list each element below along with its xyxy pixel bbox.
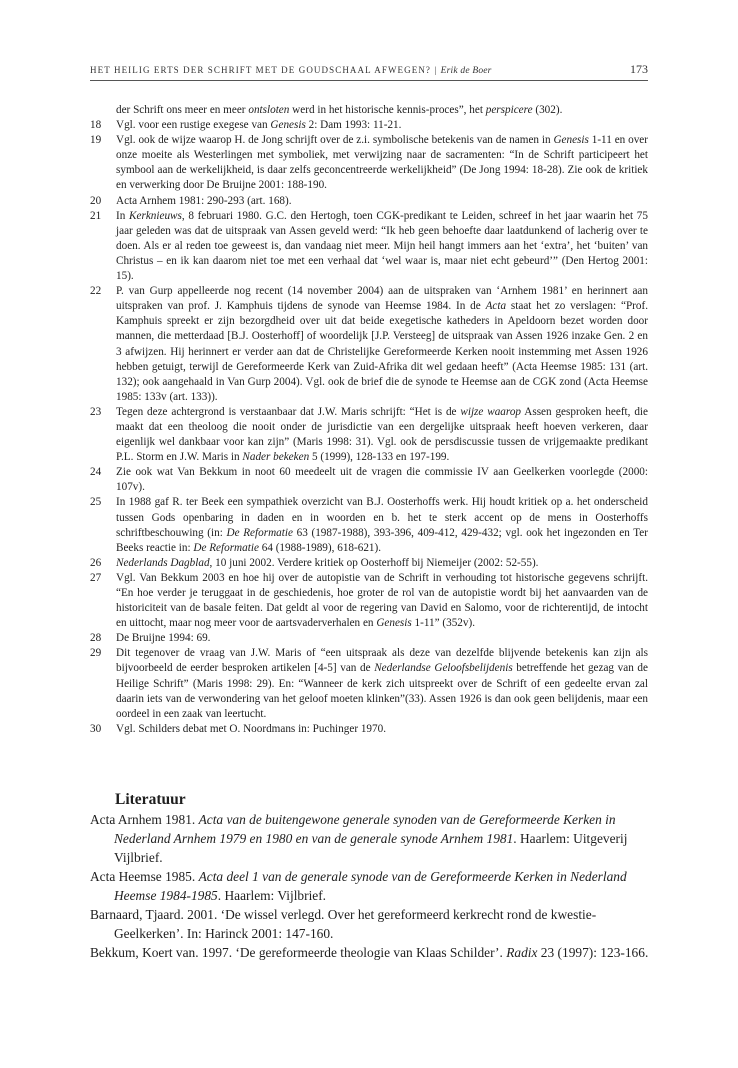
- header-author: Erik de Boer: [440, 66, 492, 76]
- footnote: [90, 722, 648, 737]
- footnote-number: 26: [90, 556, 102, 569]
- running-title: HET HEILIG ERTS DER SCHRIFT MET DE GOUDSCHAAL AFWEGEN?: [90, 65, 432, 75]
- footnote-number: 22: [90, 285, 102, 298]
- footnotes: [90, 103, 648, 737]
- footnote-text: P. van Gurp appelleerde nog recent (14 november 2004) aan de uitspraken van ‘Arnhem 1981’ en herinnert aan uitspraken van prof. J. Kamphuis tijdens de synode van Heemse 1984. In de Acta staat het zo verslagen: “Prof. Kamphuis spreekt er zijn bezorgdheid over uit dat beide exegetische katheders in Apeldoorn bezet worden door mannen, die metterdaad [B.J. Oosterhoff] of woordelijk [J.P. Versteeg] de uitspraak van Assen 1926 inzake Gen. 2 en 3 afwijzen. Hij herinnert er verder aan dat de Christelijke Gereformeerde Kerken nooit instemming met Assen 1926 hebben getuigt, terwijl de Gereformeerde Kerk van Zuid-Afrika dit wel gedaan heeft” (Acta Heemse 1985: 131 (art. 132); ook aangehaald in Van Gurp 2004). Vgl. ook de brief die de synode te Heemse aan de CGK zond (Acta Heemse 1985: 133v (art. 133)).: [116, 285, 649, 403]
- footnote: [90, 209, 648, 284]
- footnote: [90, 284, 648, 405]
- footnote: [90, 194, 648, 209]
- footnote-text: Vgl. ook de wijze waarop H. de Jong schrijft over de z.i. symbolische betekenis van de namen in Genesis 1-11 en over onze moeite als Westerlingen met symboliek, met verwijzing naar de sacramenten: “In de Schrift participeert het symbool aan de werkelijkheid, is daar zelfs geconcentreerde werkelijkheid” (De Jong 1994: 18-28). Zie ook de kritiek en verwerking door De Bruijne 2001: 188-190.: [116, 134, 649, 192]
- footnote: [90, 556, 648, 571]
- header-rule: [90, 80, 648, 81]
- footnote-number: 30: [90, 722, 102, 735]
- bibliography-entry: Bekkum, Koert van. 1997. ‘De gereformeerde theologie van Klaas Schilder’. Radix 23 (1997): 123-166.: [90, 945, 649, 960]
- running-header: [90, 62, 648, 78]
- bibliography: [90, 810, 650, 962]
- footnote-text: Vgl. Van Bekkum 2003 en hoe hij over de autopistie van de Schrift in verhouding tot historische gegevens schrijft. “En hoe verder je teruggaat in de geschiedenis, hoe groter de rol van de autopistie wordt bij het aanvaarden van de historiciteit van de basale feiten. Dat geldt al voor de regering van David en Salomo, voor de richterentijd, de intocht en uittocht, maar nog meer voor de aartsvaderverhalen en Genesis 1-11” (352v).: [116, 571, 648, 630]
- footnote-text: Nederlands Dagblad, 10 juni 2002. Verdere kritiek op Oosterhoff bij Niemeijer (2002: 52-55).: [116, 556, 539, 569]
- footnote-number: 21: [90, 209, 102, 222]
- footnote-text: In 1988 gaf R. ter Beek een sympathiek overzicht van B.J. Oosterhoffs werk. Hij houdt kritiek op a. het onderscheid tussen Gods openbaring in daden en in woorden en b. het te sterk accent op de mens in Oosterhoffs schriftbeschouwing (in: De Reformatie 63 (1987-1988), 393-396, 409-412, 429-432; vgl. ook het ingezonden en Ter Beeks reactie in: De Reformatie 64 (1988-1989), 618-621).: [116, 496, 649, 554]
- footnote: [90, 465, 648, 495]
- footnote: [90, 646, 648, 721]
- footnote-text: Vgl. voor een rustige exegese van Genesis 2: Dam 1993: 11-21.: [116, 119, 402, 132]
- footnote-text: Acta Arnhem 1981: 290-293 (art. 168).: [116, 194, 292, 207]
- bibliography-entry: Acta Heemse 1985. Acta deel 1 van de generale synode van de Gereformeerde Kerken in Nederland Heemse 1984-1985. Haarlem: Vijlbrief.: [90, 869, 627, 903]
- bibliography-entry: Barnaard, Tjaard. 2001. ‘De wissel verlegd. Over het gereformeerd kerkrecht rond de kwestie-Geelkerken’. In: Harinck 2001: 147-160.: [90, 907, 597, 941]
- footnote: [90, 103, 648, 118]
- footnote-number: 24: [90, 466, 102, 479]
- footnote-text: Tegen deze achtergrond is verstaanbaar dat J.W. Maris schrijft: “Het is de wijze waarop Assen gesproken heeft, die maakt dat een theoloog die nooit onder de jurisdictie van een dergelijke uitspraak heeft hoeven verkeren, daar eigenlijk wel dankbaar voor kan zijn” (Maris 1998: 31). Vgl. ook de persdiscussie tussen de vrijgemaakte predikant P.L. Storm en J.W. Maris in Nader bekeken 5 (1999), 128-133 en 197-199.: [116, 405, 648, 464]
- footnote-number: 25: [90, 496, 102, 509]
- footnote: [90, 631, 648, 646]
- footnote-text: Zie ook wat Van Bekkum in noot 60 meedeelt uit de vragen die commissie IV aan Geelkerken voorlegde (2000: 107v).: [116, 466, 648, 494]
- footnote-text: In Kerknieuws, 8 februari 1980. G.C. den Hertogh, toen CGK-predikant te Leiden, schreef in het jaar waarin het 75 jaar geleden was dat de uitspraak van Assen geveld werd: “Ik heb geen behoefte daar laatdunkend of lacherig over te doen. Als er al reden toe geweest is, dan vandaag niet meer. Mijn heil hangt immers aan het ‘extra’, het ‘buiten’ van Christus – en ik kan daarom niet toe met een verhaal dat ‘wel waar is, maar niet echt gebeurd’” (Den Hertog 2001: 15).: [116, 209, 648, 283]
- running-header-text: [90, 65, 492, 76]
- footnote: [90, 571, 648, 631]
- footnote: [90, 118, 648, 133]
- bibliography-entry: Acta Arnhem 1981. Acta van de buitengewone generale synoden van de Gereformeerde Kerken in Nederland Arnhem 1979 en 1980 en van de generale synode Arnhem 1981. Haarlem: Uitgeverij Vijlbrief.: [90, 812, 628, 865]
- footnote-text: der Schrift ons meer en meer ontsloten werd in het historische kennis-proces”, het perspicere (302).: [116, 104, 563, 116]
- footnote-number: 18: [90, 119, 102, 132]
- footnote-number: 20: [90, 194, 102, 207]
- footnote: [90, 405, 648, 465]
- footnote-text: Dit tegenover de vraag van J.W. Maris of “een uitspraak als deze van dezelfde blijvende betekenis kan zijn als bijvoorbeeld de eerder besproken artikelen [4-5] van de Nederlandse Geloofsbelijdenis betreffende het gezag van de Heilige Schrift” (Maris 1998: 29). En: “Wanneer de kerk zich uitspreekt over de Schrift of een gedeelte ervan zal daarin iets van de verwondering van het geloof moeten klinken”(33). Assen 1926 is dan ook geen belijdenis, maar een oordeel in een zaak van leertucht.: [116, 647, 648, 720]
- literature-heading: Literatuur: [115, 791, 186, 808]
- footnote-text: Vgl. Schilders debat met O. Noordmans in: Puchinger 1970.: [116, 722, 387, 735]
- footnote-number: 19: [90, 134, 102, 147]
- footnote-text: De Bruijne 1994: 69.: [116, 632, 211, 645]
- footnote-number: 23: [90, 405, 102, 418]
- header-separator: |: [431, 65, 441, 75]
- footnote-number: 27: [90, 571, 102, 584]
- footnote-number: 28: [90, 632, 102, 645]
- footnote-number: 29: [90, 647, 102, 660]
- page-number: 173: [630, 62, 648, 76]
- footnote: [90, 495, 648, 555]
- footnote: [90, 133, 648, 193]
